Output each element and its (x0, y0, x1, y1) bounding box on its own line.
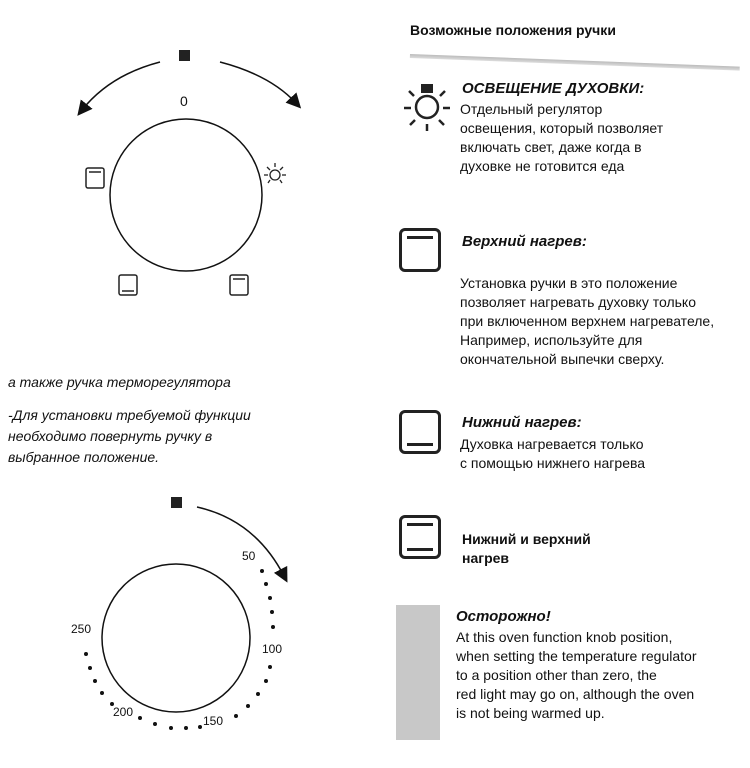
temperature-knob (102, 564, 250, 712)
top-heat-title: Верхний нагрев: (462, 233, 587, 250)
body-line: is not being warmed up. (456, 705, 605, 721)
top-heat-icon (399, 228, 441, 272)
light-title: ОСВЕЩЕНИЕ ДУХОВКИ: (462, 80, 645, 97)
top-bottom-heat-icon (399, 515, 441, 559)
caution-title: Осторожно! (456, 608, 551, 625)
body-line: окончательной выпечки сверху. (460, 351, 665, 367)
caution-gray-box (396, 605, 440, 740)
bottom-heat-title: Нижний нагрев: (462, 414, 582, 431)
off-marker-square (179, 50, 190, 61)
top-bottom-heat-small-icon (230, 275, 248, 295)
caution-body (456, 628, 696, 723)
body-line: включать свет, даже когда в (460, 139, 642, 155)
note-thermostat: а также ручка терморегулятора (8, 374, 231, 390)
title-line: нагрев (462, 550, 510, 566)
body-line: духовке не готовится еда (460, 158, 625, 174)
body-line: при включенном верхнем нагревателе, (460, 313, 715, 329)
body-line: освещения, который позволяет (460, 120, 664, 136)
body-line: when setting the temperature regulator (456, 648, 697, 664)
body-line: At this oven function knob position, (456, 629, 673, 645)
light-small-icon (264, 163, 286, 183)
bottom-heat-icon (399, 410, 441, 454)
note-line: -Для установки требуемой функции (8, 407, 251, 423)
rotate-right-arrow (220, 62, 296, 103)
top-bottom-heat-title (462, 530, 591, 568)
body-line: Духовка нагревается только (460, 436, 644, 452)
function-knob (110, 119, 262, 271)
body-line: Установка ручки в это положение (460, 275, 678, 291)
temperature-arrow (197, 507, 284, 576)
note-line: необходимо повернуть ручку в (8, 428, 213, 444)
temp-label-100: 100 (262, 642, 283, 656)
body-line: red light may go on, although the oven (456, 686, 695, 702)
page-header: Возможные положения ручки (410, 22, 616, 38)
body-line: позволяет нагревать духовку только (460, 294, 696, 310)
note-instructions (8, 405, 251, 468)
title-line: Нижний и верхний (462, 531, 591, 547)
temp-label-250: 250 (71, 622, 92, 636)
temp-label-200: 200 (113, 705, 134, 719)
bottom-heat-small-icon (119, 275, 137, 295)
bottom-heat-body (460, 435, 645, 473)
rotate-left-arrow (82, 62, 160, 110)
temp-label-150: 150 (203, 714, 224, 728)
body-line: с помощью нижнего нагрева (460, 455, 646, 471)
zero-label: 0 (180, 93, 188, 109)
note-line: выбранное положение. (8, 449, 160, 465)
temp-label-50: 50 (242, 549, 256, 563)
body-line: to a position other than zero, the (456, 667, 657, 683)
off-marker-square-2 (171, 497, 182, 508)
body-line: Например, используйте для (460, 332, 643, 348)
body-line: Отдельный регулятор (460, 101, 603, 117)
top-heat-body (460, 274, 714, 369)
light-body (460, 100, 663, 176)
top-heat-small-icon (86, 168, 104, 188)
